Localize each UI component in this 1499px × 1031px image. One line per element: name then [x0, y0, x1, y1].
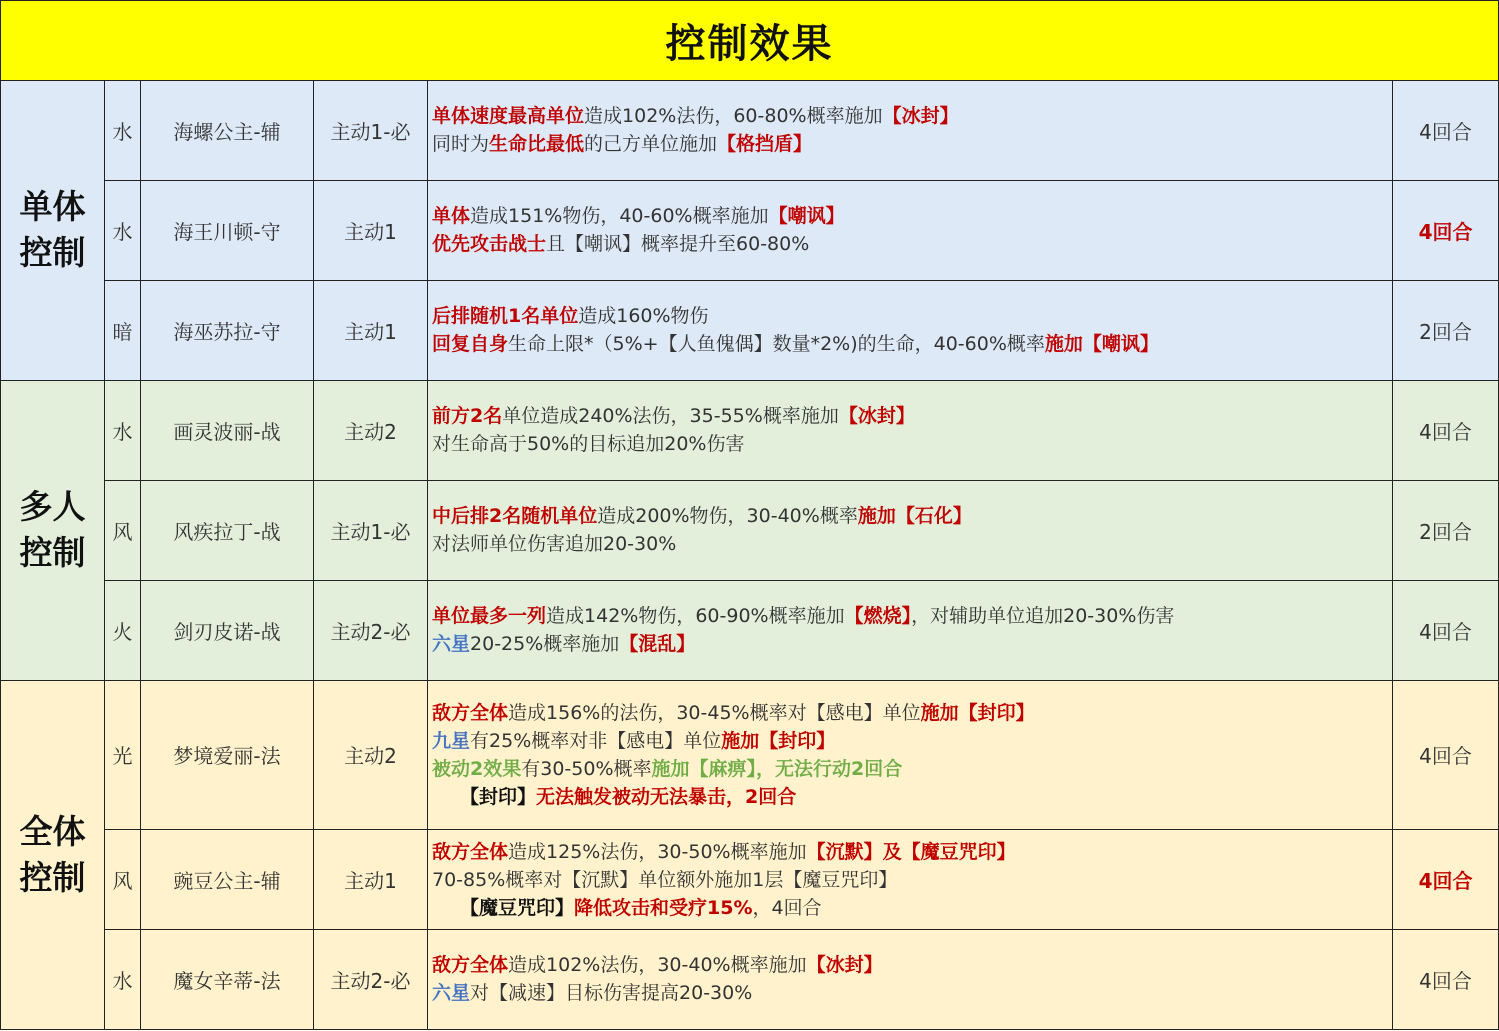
- description-segment: 且【嘲讽】概率提升至60-80%: [546, 233, 810, 256]
- description-segment: 单位造成240%法伤，35-55%概率施加: [502, 405, 839, 428]
- duration-cell: 4回合: [1393, 830, 1499, 930]
- description-segment: 生命上限*（5%+【人鱼傀偶】数量*2%)的生命，40-60%概率: [508, 333, 1045, 356]
- description-line: [432, 502, 1392, 530]
- element-cell: 风: [105, 830, 141, 930]
- skill-cell: 主动1: [314, 280, 428, 380]
- description-segment: 【嘲讽】: [768, 205, 845, 228]
- description-line: [432, 402, 1392, 430]
- group-label-line: 控制: [19, 857, 86, 897]
- duration-cell: 4回合: [1393, 680, 1499, 829]
- table-row: [1, 80, 1499, 180]
- group-label-line: 控制: [19, 233, 86, 273]
- description-segment: 造成102%法伤，60-80%概率施加: [584, 105, 883, 128]
- element-cell: 水: [105, 80, 141, 180]
- description-segment: 六星: [432, 633, 471, 656]
- description-segment: 造成102%法伤，30-40%概率施加: [508, 954, 807, 977]
- description-segment: 有30-50%概率: [521, 757, 652, 780]
- description-segment: 造成200%物伤，30-40%概率: [597, 505, 858, 528]
- description-line: [432, 866, 1392, 894]
- duration-cell: 4回合: [1393, 380, 1499, 480]
- description-segment: 对生命高于50%的目标追加20%伤害: [432, 433, 745, 456]
- description-segment: 【冰封】: [882, 105, 959, 128]
- element-cell: 火: [105, 580, 141, 680]
- effect-description-cell: [428, 180, 1393, 280]
- description-segment: 被动2效果: [432, 757, 522, 780]
- description-segment: 施加【嘲讽】: [1044, 333, 1159, 356]
- table-row: [1, 680, 1499, 829]
- description-line: [432, 102, 1392, 130]
- description-line: [432, 330, 1392, 358]
- description-line: [432, 783, 1392, 811]
- description-line: [432, 894, 1392, 922]
- table-row: [1, 480, 1499, 580]
- description-segment: 单位最多一列: [432, 605, 547, 628]
- hero-name-cell: 海王川顿-守: [141, 180, 314, 280]
- description-segment: 造成151%物伤，40-60%概率施加: [470, 205, 769, 228]
- description-segment: 施加【封印】: [721, 729, 836, 752]
- description-segment: 前方2名: [432, 405, 503, 428]
- hero-name-cell: 梦境爱丽-法: [141, 680, 314, 829]
- element-cell: 暗: [105, 280, 141, 380]
- single-control-group-label: [1, 80, 105, 380]
- duration-cell: 4回合: [1393, 80, 1499, 180]
- description-line: [432, 699, 1392, 727]
- skill-cell: 主动2-必: [314, 929, 428, 1029]
- skill-cell: 主动2: [314, 380, 428, 480]
- description-segment: 造成156%的法伤，30-45%概率对【感电】单位: [508, 701, 921, 724]
- description-segment: 造成142%物伤，60-90%概率施加: [546, 605, 845, 628]
- description-line: [432, 202, 1392, 230]
- duration-cell: 2回合: [1393, 480, 1499, 580]
- description-segment: 同时为: [432, 133, 490, 156]
- hero-name-cell: 海螺公主-辅: [141, 80, 314, 180]
- description-line: [432, 430, 1392, 458]
- description-segment: 对【减速】目标伤害提高20-30%: [470, 982, 753, 1005]
- table-row: [1, 180, 1499, 280]
- description-line: [432, 630, 1392, 658]
- group-label-line: 控制: [19, 533, 86, 573]
- element-cell: 风: [105, 480, 141, 580]
- description-segment: 敌方全体: [432, 840, 509, 863]
- table-row: [1, 929, 1499, 1029]
- description-segment: 有25%概率对非【感电】单位: [470, 729, 722, 752]
- description-line: [432, 838, 1392, 866]
- description-segment: 对法师单位伤害追加20-30%: [432, 533, 677, 556]
- description-segment: 【沉默】及【魔豆咒印】: [806, 840, 1016, 863]
- effect-description-cell: [428, 380, 1393, 480]
- description-segment: 【封印】: [460, 785, 537, 808]
- description-segment: 生命比最低: [489, 133, 585, 156]
- description-segment: 70-85%概率对【沉默】单位额外施加1层【魔豆咒印】: [432, 868, 898, 891]
- description-segment: 【魔豆咒印】: [460, 896, 575, 919]
- hero-name-cell: 魔女辛蒂-法: [141, 929, 314, 1029]
- description-segment: 造成125%法伤，30-50%概率施加: [508, 840, 807, 863]
- description-segment: 回复自身: [432, 333, 509, 356]
- description-segment: 单体速度最高单位: [432, 105, 585, 128]
- description-segment: 造成160%物伤: [578, 305, 709, 328]
- effect-description-cell: [428, 680, 1393, 829]
- description-segment: 敌方全体: [432, 701, 509, 724]
- description-segment: ，4回合: [752, 896, 822, 919]
- skill-cell: 主动2-必: [314, 580, 428, 680]
- description-segment: 【混乱】: [619, 633, 696, 656]
- table-row: [1, 380, 1499, 480]
- hero-name-cell: 画灵波丽-战: [141, 380, 314, 480]
- hero-name-cell: 豌豆公主-辅: [141, 830, 314, 930]
- skill-cell: 主动1: [314, 180, 428, 280]
- hero-name-cell: 剑刃皮诺-战: [141, 580, 314, 680]
- table-row: [1, 580, 1499, 680]
- skill-cell: 主动1: [314, 830, 428, 930]
- description-line: [432, 530, 1392, 558]
- description-segment: 无法触发被动无法暴击，2回合: [536, 785, 797, 808]
- hero-name-cell: 海巫苏拉-守: [141, 280, 314, 380]
- description-segment: 【格挡盾】: [717, 133, 813, 156]
- duration-cell: 4回合: [1393, 929, 1499, 1029]
- description-segment: 施加【麻痹】，无法行动2回合: [651, 757, 903, 780]
- description-segment: 20-25%概率施加: [470, 633, 620, 656]
- duration-cell: 2回合: [1393, 280, 1499, 380]
- effect-description-cell: [428, 580, 1393, 680]
- description-segment: 后排随机1名单位: [432, 305, 579, 328]
- group-label-line: 全体: [19, 811, 86, 851]
- description-segment: 六星: [432, 982, 471, 1005]
- all-control-group-label: [1, 680, 105, 1029]
- description-line: [432, 130, 1392, 158]
- description-segment: 施加【封印】: [920, 701, 1035, 724]
- table-row: [1, 280, 1499, 380]
- duration-cell: 4回合: [1393, 180, 1499, 280]
- multi-control-group-label: [1, 380, 105, 680]
- effect-description-cell: [428, 280, 1393, 380]
- description-segment: 【燃烧】: [844, 605, 912, 628]
- hero-name-cell: 风疾拉丁-战: [141, 480, 314, 580]
- description-segment: 降低攻击和受疗15%: [574, 896, 753, 919]
- skill-cell: 主动2: [314, 680, 428, 829]
- skill-cell: 主动1-必: [314, 80, 428, 180]
- skill-cell: 主动1-必: [314, 480, 428, 580]
- description-line: [432, 602, 1392, 630]
- duration-cell: 4回合: [1393, 580, 1499, 680]
- table-row: [1, 830, 1499, 930]
- description-segment: 【冰封】: [838, 405, 915, 428]
- group-label-line: 多人: [19, 487, 86, 527]
- description-segment: ，对辅助单位追加20-30%伤害: [911, 605, 1175, 628]
- description-line: [432, 230, 1392, 258]
- element-cell: 水: [105, 380, 141, 480]
- effect-description-cell: [428, 929, 1393, 1029]
- description-segment: 中后排2名随机单位: [432, 505, 598, 528]
- description-segment: 的己方单位施加: [584, 133, 718, 156]
- description-line: [432, 302, 1392, 330]
- description-line: [432, 755, 1392, 783]
- description-segment: 敌方全体: [432, 954, 509, 977]
- element-cell: 光: [105, 680, 141, 829]
- element-cell: 水: [105, 180, 141, 280]
- description-segment: 优先攻击战士: [432, 233, 547, 256]
- sheet-title: 控制效果: [1, 1, 1499, 81]
- description-line: [432, 727, 1392, 755]
- description-segment: 【冰封】: [806, 954, 883, 977]
- effect-description-cell: [428, 830, 1393, 930]
- description-line: [432, 951, 1392, 979]
- group-label-line: 单体: [19, 187, 86, 227]
- description-segment: 单体: [432, 205, 471, 228]
- effect-description-cell: [428, 80, 1393, 180]
- element-cell: 水: [105, 929, 141, 1029]
- description-segment: 九星: [432, 729, 471, 752]
- description-segment: 施加【石化】: [857, 505, 972, 528]
- description-line: [432, 979, 1392, 1007]
- effect-description-cell: [428, 480, 1393, 580]
